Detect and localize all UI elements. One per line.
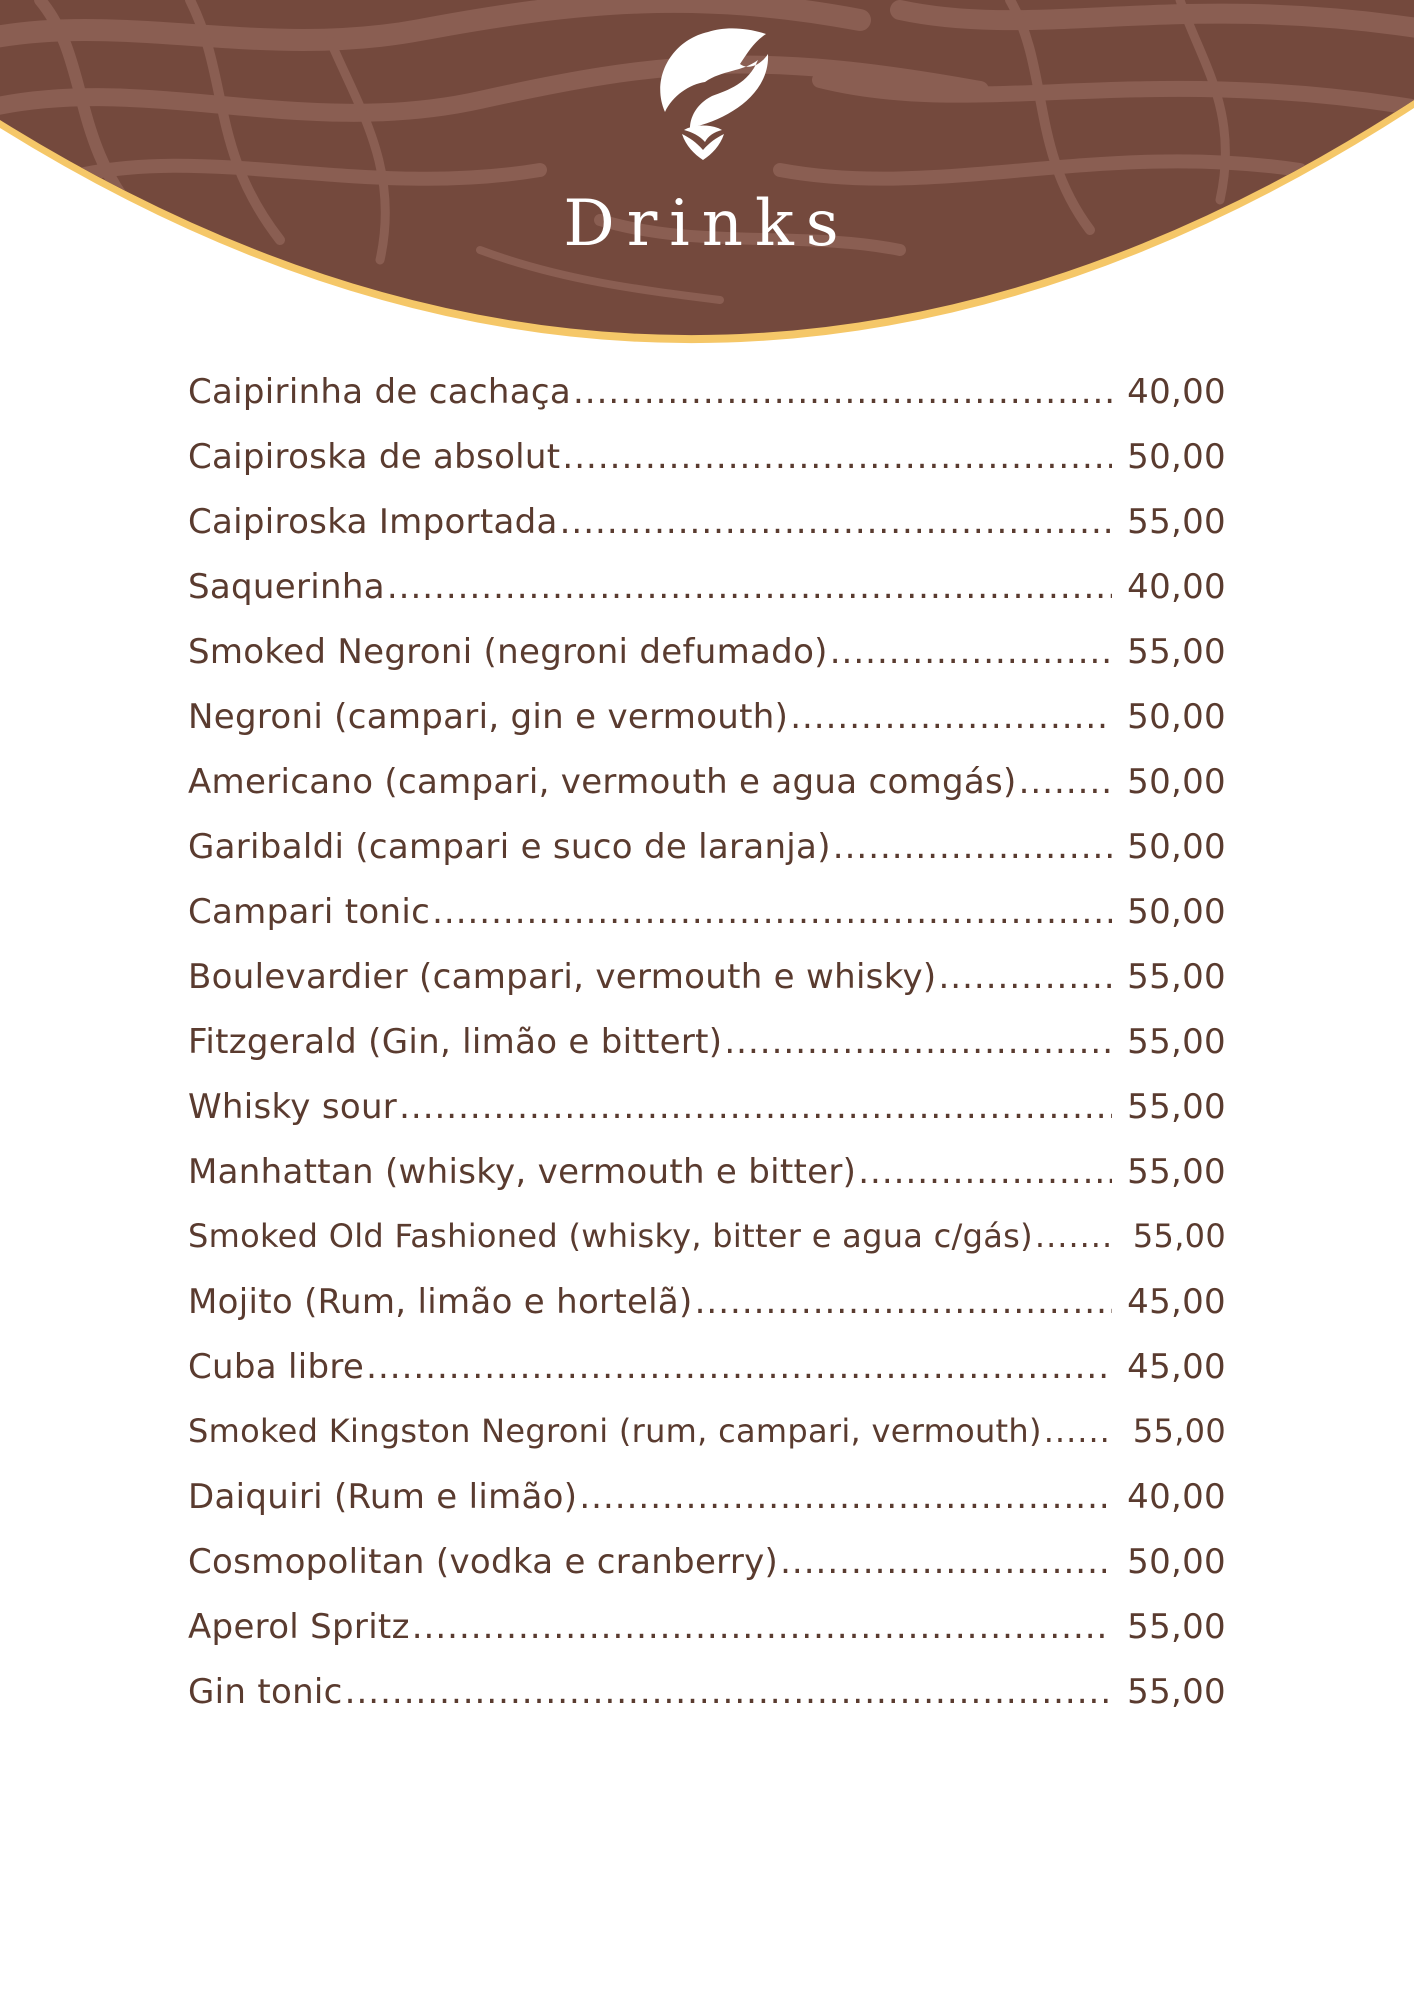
menu-item <box>188 1152 1226 1217</box>
dot-leader <box>830 632 1112 672</box>
menu-item-name: Smoked Kingston Negroni (rum, campari, vermouth) <box>188 1412 1042 1450</box>
menu-item-price: 50,00 <box>1127 762 1226 802</box>
menu-item-price: 55,00 <box>1127 1087 1226 1127</box>
menu-item-name: Americano (campari, vermouth e agua comgás) <box>188 762 1017 802</box>
menu-item <box>188 957 1226 1022</box>
menu-item-name: Gin tonic <box>188 1672 343 1712</box>
menu-item <box>188 1672 1226 1737</box>
menu-item-price: 40,00 <box>1127 1477 1226 1517</box>
menu-item-price: 45,00 <box>1127 1282 1226 1322</box>
menu-item <box>188 1347 1226 1412</box>
menu-item-price: 40,00 <box>1127 372 1226 412</box>
menu-item-name: Smoked Negroni (negroni defumado) <box>188 632 828 672</box>
dot-leader <box>1035 1217 1112 1255</box>
menu-item-name: Mojito (Rum, limão e hortelã) <box>188 1282 693 1322</box>
menu-item-name: Garibaldi (campari e suco de laranja) <box>188 827 831 867</box>
menu-item-price: 55,00 <box>1127 632 1226 672</box>
dot-leader <box>1019 762 1112 802</box>
menu-item-name: Caipiroska de absolut <box>188 437 561 477</box>
menu-item-price: 55,00 <box>1127 502 1226 542</box>
dot-leader <box>366 1347 1112 1387</box>
dot-leader <box>562 437 1112 477</box>
menu-item-price: 55,00 <box>1127 957 1226 997</box>
dot-leader <box>345 1672 1112 1712</box>
menu-item-name: Smoked Old Fashioned (whisky, bitter e agua c/gás) <box>188 1217 1033 1255</box>
dot-leader <box>858 1152 1112 1192</box>
menu-item-price: 55,00 <box>1127 1607 1226 1647</box>
menu-item-name: Daiquiri (Rum e limão) <box>188 1477 578 1517</box>
menu-item-name: Boulevardier (campari, vermouth e whisky) <box>188 957 937 997</box>
menu-item-name: Negroni (campari, gin e vermouth) <box>188 697 789 737</box>
dot-leader <box>695 1282 1112 1322</box>
dot-leader <box>573 372 1112 412</box>
dot-leader <box>432 892 1112 932</box>
menu-item <box>188 1282 1226 1347</box>
menu-item-price: 45,00 <box>1127 1347 1226 1387</box>
menu-item-price: 40,00 <box>1127 567 1226 607</box>
menu-item <box>188 762 1226 827</box>
menu-item <box>188 502 1226 567</box>
menu-item-price: 50,00 <box>1127 437 1226 477</box>
menu-item-price: 50,00 <box>1127 697 1226 737</box>
menu-item <box>188 892 1226 957</box>
drinks-menu-list <box>188 372 1226 1737</box>
dot-leader <box>412 1607 1112 1647</box>
menu-item-price: 50,00 <box>1127 892 1226 932</box>
menu-item-name: Whisky sour <box>188 1087 398 1127</box>
menu-item-price: 55,00 <box>1132 1412 1226 1450</box>
dot-leader <box>780 1542 1112 1582</box>
menu-item-price: 55,00 <box>1127 1152 1226 1192</box>
dot-leader <box>790 697 1112 737</box>
menu-item-price: 50,00 <box>1127 1542 1226 1582</box>
menu-item-name: Manhattan (whisky, vermouth e bitter) <box>188 1152 857 1192</box>
menu-item-name: Caipirinha de cachaça <box>188 372 571 412</box>
menu-item-name: Saquerinha <box>188 567 385 607</box>
dot-leader <box>579 1477 1112 1517</box>
menu-item-name: Caipiroska Importada <box>188 502 558 542</box>
menu-item-price: 55,00 <box>1132 1217 1226 1255</box>
menu-item <box>188 567 1226 632</box>
page-title: Drinks <box>563 187 851 261</box>
menu-item-name: Aperol Spritz <box>188 1607 410 1647</box>
menu-item <box>188 1412 1226 1477</box>
menu-item-name: Cosmopolitan (vodka e cranberry) <box>188 1542 779 1582</box>
menu-item-price: 50,00 <box>1127 827 1226 867</box>
menu-item-name: Campari tonic <box>188 892 431 932</box>
dot-leader <box>833 827 1112 867</box>
menu-item <box>188 1542 1226 1607</box>
menu-item <box>188 1607 1226 1672</box>
dot-leader <box>387 567 1112 607</box>
menu-item <box>188 827 1226 892</box>
dot-leader <box>724 1022 1112 1062</box>
menu-item <box>188 1087 1226 1152</box>
menu-item-name: Cuba libre <box>188 1347 365 1387</box>
dot-leader <box>399 1087 1112 1127</box>
header-banner <box>0 0 1414 360</box>
dot-leader <box>938 957 1112 997</box>
dot-leader <box>560 502 1112 542</box>
menu-item-name: Fitzgerald (Gin, limão e bittert) <box>188 1022 723 1062</box>
menu-item <box>188 632 1226 697</box>
menu-item <box>188 1477 1226 1542</box>
menu-item-price: 55,00 <box>1127 1022 1226 1062</box>
menu-item <box>188 372 1226 437</box>
menu-item <box>188 1022 1226 1087</box>
menu-item <box>188 697 1226 762</box>
menu-item <box>188 437 1226 502</box>
dot-leader <box>1044 1412 1112 1450</box>
menu-item <box>188 1217 1226 1282</box>
menu-item-price: 55,00 <box>1127 1672 1226 1712</box>
